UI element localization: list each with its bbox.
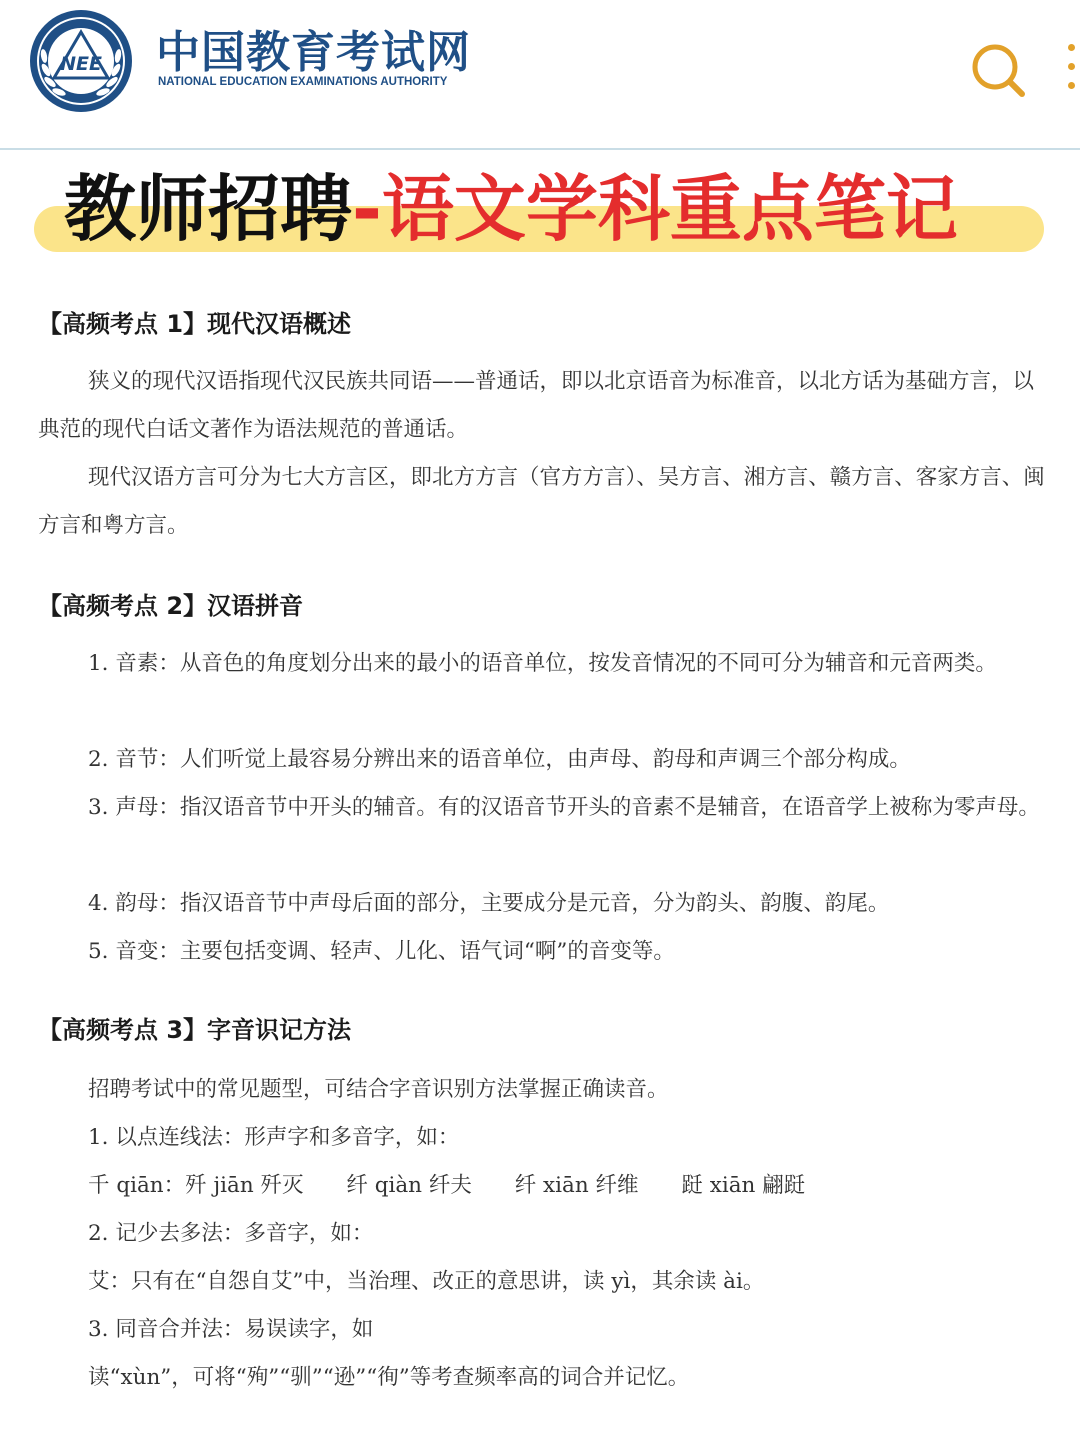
brand-title[interactable]: 中国教育考试网 [156,27,471,78]
svg-text:NEE: NEE [60,53,102,75]
brand-subtitle: NATIONAL EDUCATION EXAMINATIONS AUTHORITY [158,76,448,88]
pinyin-example: 千 qiān：歼 jiān 歼灭 [88,1173,304,1198]
more-dot-icon [1068,44,1075,51]
page-title [64,166,958,252]
paragraph: 现代汉语方言可分为七大方言区，即北方方言（官方方言）、吴方言、湘方言、赣方言、客家方言、闽方言和粤方言。 [38,465,1045,538]
list-item: 1. 音素：从音色的角度划分出来的最小的语音单位，按发音情况的不同可分为辅音和元音两类。 [88,651,997,676]
search-button[interactable] [968,40,1028,100]
nee-logo[interactable] [28,8,134,114]
section-heading-3: 【高频考点 3】字音识记方法 [38,1016,352,1044]
pinyin-example: 纤 xiān 纤维 [514,1173,639,1198]
title-subject: -语文学科重点笔记 [352,167,958,251]
method-2: 2. 记少去多法：多音字，如： [88,1221,374,1246]
pinyin-example: 跹 xiān 翩跹 [681,1173,806,1198]
list-item: 4. 韵母：指汉语音节中声母后面的部分，主要成分是元音，分为韵头、韵腹、韵尾。 [88,891,890,916]
section-heading-2: 【高频考点 2】汉语拼音 [38,592,304,620]
section-heading-1: 【高频考点 1】现代汉语概述 [38,310,352,338]
list-item: 2. 音节：人们听觉上最容易分辨出来的语音单位，由声母、韵母和声调三个部分构成。 [88,747,911,772]
method-1: 1. 以点连线法：形声字和多音字，如： [88,1125,460,1150]
site-header [0,0,1080,150]
search-icon [968,40,1028,100]
title-prefix: 教师招聘 [64,167,353,251]
method-3: 3. 同音合并法：易误读字，如 [88,1317,374,1342]
more-dot-icon [1068,63,1075,70]
nee-emblem-icon [28,8,134,114]
pinyin-examples [88,1162,841,1210]
list-item: 5. 音变：主要包括变调、轻声、儿化、语气词“啊”的音变等。 [88,939,675,964]
example-2: 艾：只有在“自怨自艾”中，当治理、改正的意思讲，读 yì，其余读 ài。 [88,1269,765,1294]
list-item: 3. 声母：指汉语音节中开头的辅音。有的汉语音节开头的音素不是辅音，在语音学上被称为零声母。 [88,795,1040,820]
intro-text: 招聘考试中的常见题型，可结合字音识别方法掌握正确读音。 [88,1077,669,1102]
more-menu-button[interactable] [1064,44,1080,96]
paragraph: 狭义的现代汉语指现代汉民族共同语——普通话，即以北京语音为标准音，以北方话为基础方言，以典范的现代白话文著作为语法规范的普通话。 [38,369,1035,442]
title-banner [30,160,1050,260]
example-3: 读“xùn”，可将“殉”“驯”“逊”“徇”等考查频率高的词合并记忆。 [88,1365,690,1390]
more-dot-icon [1068,82,1075,89]
pinyin-example: 纤 qiàn 纤夫 [346,1173,472,1198]
